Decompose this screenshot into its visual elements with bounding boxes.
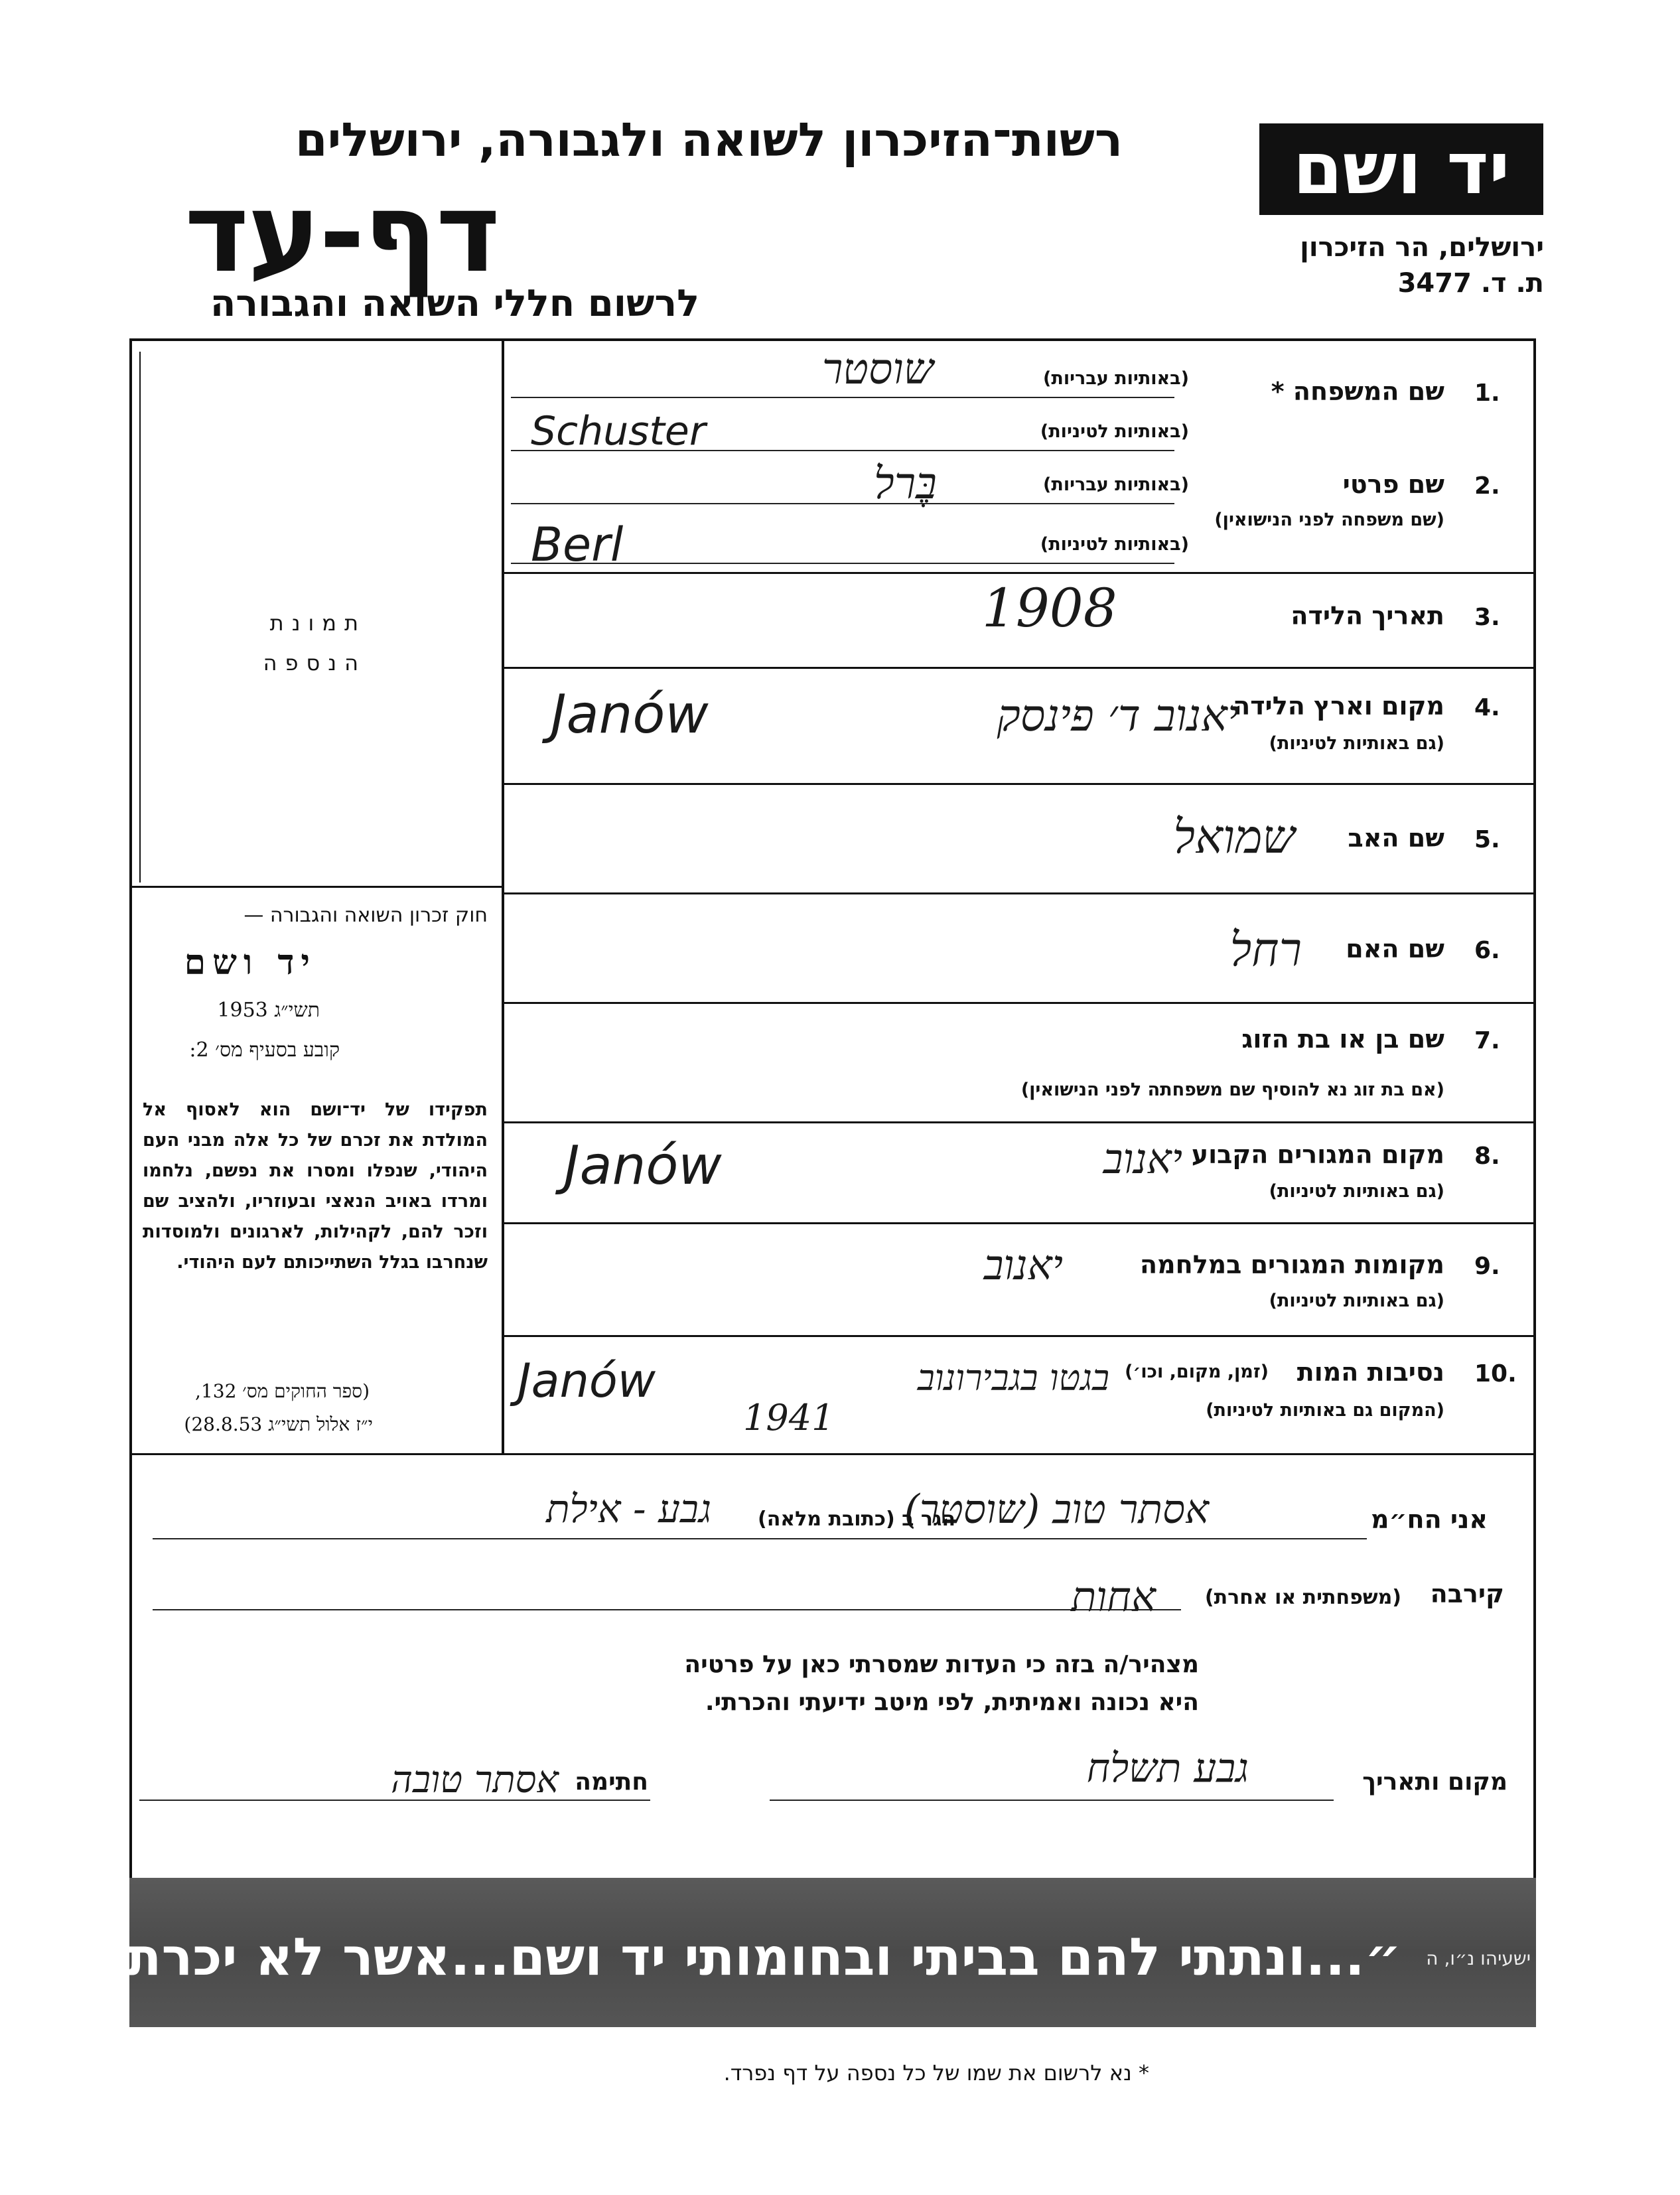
- hebrew-hint: (באותיות עבריות): [1043, 368, 1189, 389]
- field-note: (שם משפחה לפני הנישואין): [1214, 510, 1444, 530]
- birth-place-latin-value[interactable]: Janów: [551, 683, 709, 745]
- residence-latin-value[interactable]: Janów: [564, 1135, 722, 1196]
- field-number: 8.: [1474, 1143, 1500, 1170]
- field-label: תאריך הלידה: [1291, 601, 1444, 630]
- field-label: שם האב: [1348, 823, 1444, 853]
- relation-label: קירבה: [1430, 1579, 1504, 1608]
- residence-label: הגר ב (כתובת מלאה): [757, 1508, 955, 1531]
- field-label: מקום המגורים הקבוע: [1191, 1140, 1444, 1169]
- statement-line-1: מצהיר/ה בזה כי העדות שמסרתי כאן על פרטיה: [684, 1651, 1199, 1678]
- first-name-hebrew-value[interactable]: בֶּרל: [873, 458, 937, 509]
- field-number: 1.: [1474, 380, 1500, 407]
- residence-value[interactable]: גבע - אילת: [546, 1486, 711, 1531]
- field-label: שם בן או בת הזוג: [1241, 1025, 1444, 1054]
- law-clause: קובע בסעיף מס׳ 2:: [189, 1038, 340, 1062]
- field-number: 9.: [1474, 1253, 1500, 1280]
- law-title: חוק זכרון השואה והגבורה —: [244, 904, 488, 927]
- birth-place-hebrew-value[interactable]: יאנוב ד׳ פינסק: [997, 690, 1239, 741]
- field-label: מקום וארץ הלידה: [1233, 691, 1444, 721]
- latin-hint: (באותיות לטיניות): [1040, 421, 1189, 442]
- signature-value[interactable]: אסתר טובה: [391, 1758, 559, 1802]
- row-divider: [503, 1121, 1535, 1123]
- hebrew-hint: (באותיות עבריות): [1043, 474, 1189, 495]
- field-number: 10.: [1474, 1360, 1517, 1387]
- yad-vashem-logo: יד ושם: [1259, 123, 1543, 215]
- quote-text: ״...ונתתי להם בביתי ובחומותי יד ושם...אשר לא יכרת״: [89, 1928, 1401, 1987]
- latin-hint: (באותיות לטיניות): [1040, 534, 1189, 555]
- declaration-prefix: אני הח״מ: [1371, 1505, 1488, 1534]
- hebrew-underline: [511, 397, 1174, 398]
- row-divider: [503, 1222, 1535, 1224]
- place-date-label: מקום ותאריך: [1362, 1768, 1507, 1796]
- field-number: 4.: [1474, 694, 1500, 721]
- law-reference-2: י״ז אלול תשי״ג 28.8.53): [184, 1413, 373, 1435]
- photo-label-line1: תמונת: [269, 610, 366, 636]
- field-note: (אם בת זוג נא להוסיף שם משפחתה לפני הנישואין): [1020, 1080, 1444, 1100]
- field-label: מקומות המגורים במלחמה: [1139, 1250, 1444, 1279]
- frame-right-rule: [1533, 338, 1536, 1878]
- photo-panel-bottom-rule: [129, 886, 503, 888]
- footnote: * נא לרשום את שמו של כל נספה על דף נפרד.: [723, 2060, 1149, 2086]
- row-divider: [503, 1002, 1535, 1004]
- quote-source: ישעיהו נ״ו, ה: [1426, 1947, 1531, 1969]
- row-divider: [503, 892, 1535, 894]
- family-name-hebrew-value[interactable]: שוסטר: [821, 345, 934, 394]
- family-name-latin-value[interactable]: Schuster: [531, 408, 706, 455]
- statement-line-2: היא נכונה ואמיתית, לפי מיטב ידיעתי והכרתי.: [705, 1689, 1199, 1716]
- death-circumstances-hebrew-value[interactable]: בגטו בגבירונוב: [917, 1357, 1109, 1399]
- photo-label-line2: הנספה: [263, 650, 366, 675]
- hebrew-underline: [511, 503, 1174, 504]
- field-label: שם פרטי: [1342, 470, 1444, 499]
- field-number: 7.: [1474, 1027, 1500, 1054]
- organization-location: ירושלים, הר הזיכרון: [1300, 232, 1544, 263]
- law-name: יד ושם: [184, 942, 316, 983]
- field-number: 2.: [1474, 472, 1500, 500]
- death-place-latin-value[interactable]: Janów: [518, 1354, 656, 1408]
- field-note: (גם באותיות לטיניות): [1269, 1291, 1444, 1311]
- mother-name-value[interactable]: רחל: [1229, 922, 1302, 977]
- field-note: (גם באותיות לטיניות): [1269, 1181, 1444, 1202]
- field-label: שם המשפחה *: [1271, 377, 1444, 406]
- row-divider: [503, 1335, 1535, 1337]
- relation-line: [153, 1609, 1181, 1610]
- residence-hebrew-value[interactable]: יאנוב: [1103, 1135, 1182, 1183]
- declaration-name-line: [153, 1538, 1367, 1539]
- form-subtitle: לרשום חללי השואה והגבורה: [210, 282, 699, 325]
- place-date-value[interactable]: גבע תשלח: [1086, 1745, 1249, 1792]
- birth-date-value[interactable]: 1908: [982, 577, 1117, 639]
- frame-top-rule: [129, 338, 1536, 341]
- law-year: תשי״ג 1953: [217, 999, 320, 1022]
- first-name-latin-value[interactable]: Berl: [531, 518, 624, 572]
- fields-bottom-rule: [129, 1453, 1536, 1455]
- form-title: דף-עד: [184, 169, 499, 297]
- organization-pobox: ת. ד. 3477: [1397, 268, 1544, 299]
- signature-label: חתימה: [575, 1768, 648, 1796]
- field-number: 3.: [1474, 604, 1500, 631]
- law-reference-1: (ספר החוקים מס׳ 132,: [195, 1380, 370, 1402]
- signer-name-value[interactable]: אסתר טוב (שוסטר): [904, 1486, 1209, 1533]
- organization-title: רשות־הזיכרון לשואה ולגבורה, ירושלים: [295, 113, 1123, 167]
- place-date-line: [770, 1800, 1334, 1801]
- row-divider: [503, 667, 1535, 669]
- field-inline-note: (זמן, מקום, וכו׳): [1125, 1362, 1269, 1382]
- wartime-residence-hebrew-value[interactable]: יאנוב: [983, 1241, 1063, 1289]
- death-year-value[interactable]: 1941: [743, 1397, 835, 1439]
- relation-hint: (משפחתית או אחרת): [1204, 1586, 1401, 1609]
- field-number: 5.: [1474, 826, 1500, 853]
- row-divider: [503, 783, 1535, 785]
- field-label: שם האם: [1346, 934, 1444, 963]
- row-divider: [503, 572, 1535, 574]
- photo-inner-rule: [139, 352, 141, 883]
- field-number: 6.: [1474, 937, 1500, 964]
- panel-divider: [502, 338, 504, 1453]
- field-label: נסיבות המות: [1296, 1358, 1444, 1387]
- relation-value[interactable]: אחות: [1071, 1573, 1156, 1621]
- field-note: (גם באותיות לטיניות): [1269, 733, 1444, 754]
- frame-left-rule: [129, 338, 132, 1878]
- field-note: (המקום גם באותיות לטיניות): [1206, 1400, 1444, 1421]
- father-name-value[interactable]: שמואל: [1173, 810, 1295, 864]
- law-body: תפקידו של יד־ושם הוא לאסוף אל המולדת את זכרם של כל אלה מבני העם היהודי, שנפלו ומסרו את נפשם, נלחמו ומרדו באויב הנאצי ובעוזריו, ולהציב שם וזכר להם, לקהילות, לארגונים ולמוסדות שנחרבו בגלל השתייכותם לעם היהודי.: [143, 1099, 488, 1273]
